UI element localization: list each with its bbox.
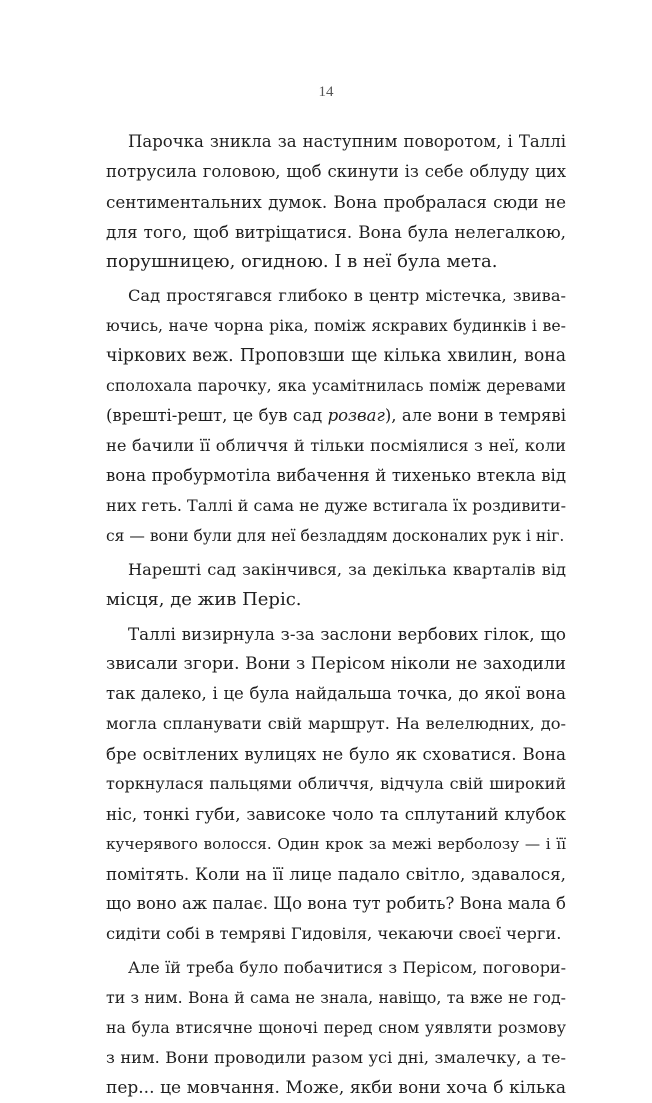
body-text (106, 127, 566, 1103)
text-line-content-after: ), але вони в темряві (384, 406, 566, 425)
text-line-content: звисали згори. Вони з Перісом ніколи не заходили (106, 654, 566, 674)
page-number: 14 (318, 84, 334, 100)
text-line (106, 461, 566, 491)
italic-word: розваг (327, 406, 385, 425)
text-line (106, 157, 566, 187)
text-line (106, 521, 566, 551)
text-line (106, 1043, 566, 1073)
text-line (106, 619, 566, 649)
text-line-content: сидіти собі в темряві Гидовіля, чекаючи своєї черги. (106, 924, 562, 943)
text-line (106, 649, 566, 679)
text-line-content: ючись, наче чорна ріка, поміж яскравих будинків і ве- (106, 316, 566, 335)
text-line-content: сентиментальних думок. Вона пробралася сюди не (106, 192, 566, 212)
text-line (106, 1073, 566, 1103)
text-line (106, 919, 566, 949)
text-line-content: що воно аж палає. Що вона тут робить? Вона мала б (106, 894, 566, 913)
text-line (106, 1013, 566, 1043)
text-line-content: могла спланувати свій маршрут. На велелюдних, до- (106, 714, 566, 733)
text-line-content: Сад простягався глибоко в центр містечка, звива- (128, 286, 566, 305)
text-line-content: не бачили її обличчя й тільки посміялися з неї, коли (106, 436, 566, 455)
text-line-content: Нарешті сад закінчився, за декілька кварталів від (128, 560, 566, 579)
text-line (106, 889, 566, 919)
text-line-content: потрусила головою, щоб скинути із себе облуду цих (106, 162, 566, 181)
text-line (106, 585, 566, 615)
text-line-content: ніс, тонкі губи, зависоке чоло та сплутаний клубок (106, 804, 566, 824)
text-line-content: порушницею, огидною. І в неї була мета. (106, 251, 498, 272)
text-line-content: місця, де жив Періс. (106, 589, 302, 610)
text-line (106, 555, 566, 585)
text-line (106, 187, 566, 217)
text-line-content: торкнулася пальцями обличчя, відчула свій широкий (106, 774, 566, 793)
text-line-content: Парочка зникла за наступним поворотом, і Таллі (128, 132, 566, 151)
text-line-content: так далеко, і це була найдальша точка, до якої вона (106, 684, 566, 703)
text-line-content: бре освітлених вулицях не було як сховатися. Вона (106, 744, 566, 764)
text-line (106, 401, 566, 431)
text-line-content: ти з ним. Вона й сама не знала, навіщо, та вже не год- (106, 988, 566, 1007)
text-line (106, 829, 566, 859)
text-line (106, 859, 566, 889)
text-line (106, 953, 566, 983)
text-line (106, 311, 566, 341)
text-line-content: сполохала парочку, яка усамітнилась поміж деревами (106, 376, 566, 395)
text-line (106, 769, 566, 799)
text-line (106, 799, 566, 829)
text-line (106, 739, 566, 769)
text-line (106, 341, 566, 371)
text-line-content: Таллі визирнула з-за заслони вербових гілок, що (128, 624, 566, 644)
text-line (106, 247, 566, 277)
text-line-content: кучерявого волосся. Один крок за межі верболозу — і її (106, 835, 566, 853)
text-line (106, 983, 566, 1013)
text-line (106, 127, 566, 157)
text-line-content: на була втисячне щоночі перед сном уявляти розмову (106, 1018, 566, 1037)
text-line-content: ся — вони були для неї безладдям досконалих рук і ніг. (106, 527, 565, 545)
text-line-content: для того, щоб витріщатися. Вона була нелегалкою, (106, 222, 566, 242)
text-line-content: чіркових веж. Проповзши ще кілька хвилин, вона (106, 346, 566, 366)
text-line (106, 281, 566, 311)
text-line (106, 491, 566, 521)
text-line (106, 679, 566, 709)
text-line-content: (врешті-решт, це був сад (106, 406, 328, 425)
text-line-content: помітять. Коли на її лице падало світло, здавалося, (106, 864, 566, 884)
text-line (106, 371, 566, 401)
text-line (106, 709, 566, 739)
text-line (106, 217, 566, 247)
text-line-content: вона пробурмотіла вибачення й тихенько втекла від (106, 466, 566, 485)
text-line-content: пер... це мовчання. Може, якби вони хоча б кілька (106, 1078, 566, 1098)
text-line (106, 431, 566, 461)
text-line-content: них геть. Таллі й сама не дуже встигала їх роздивити- (106, 496, 566, 515)
text-line-content: Але їй треба було побачитися з Перісом, поговори- (128, 958, 566, 977)
text-line-content: з ним. Вони проводили разом усі дні, змалечку, а те- (106, 1048, 566, 1067)
